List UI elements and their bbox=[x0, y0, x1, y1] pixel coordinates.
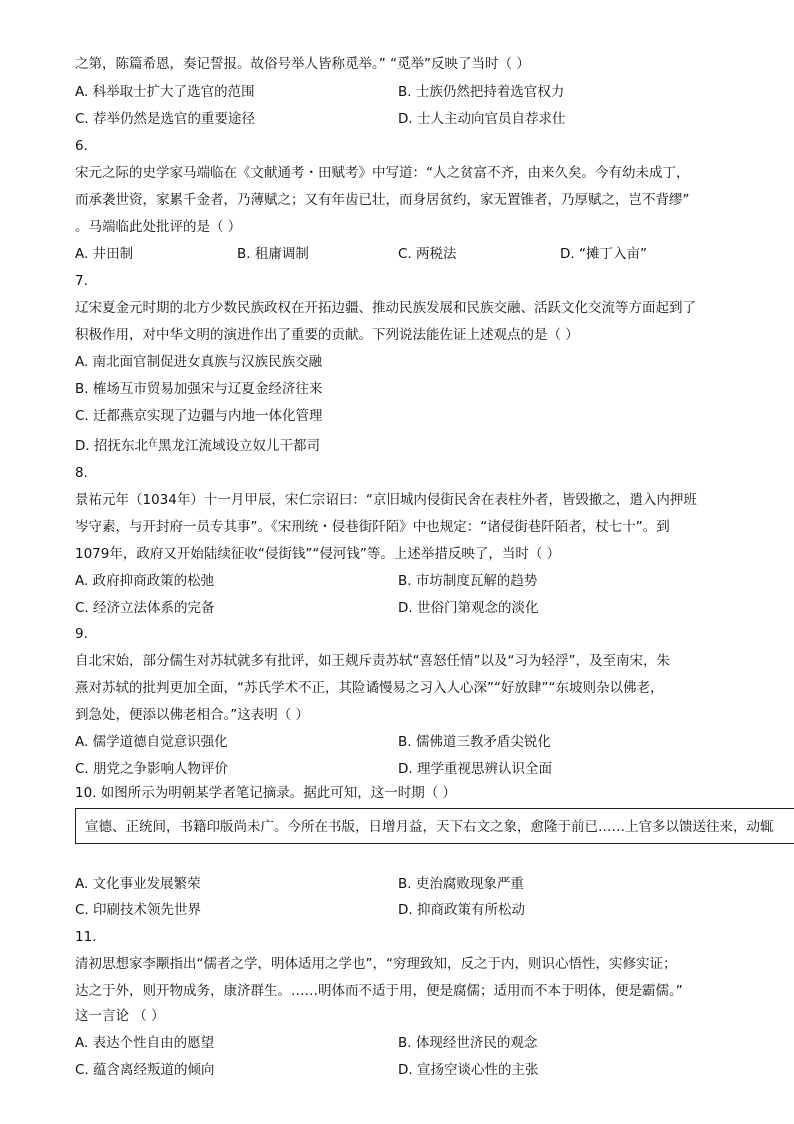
q9-option-c[interactable]: C. 朋党之争影响人物评价 bbox=[75, 761, 229, 777]
q9-stem-line-2: 熹对苏轼的批判更加全面，“苏氏学术不正，其险谲慢易之习入人心深”“好放肆”“东坡则杂以佛老， bbox=[75, 680, 664, 696]
q11-option-a[interactable]: A. 表达个性自由的愿望 bbox=[75, 1035, 215, 1051]
q6-option-a[interactable]: A. 井田制 bbox=[75, 246, 134, 262]
q9-stem-line-1: 自北宋始，部分儒生对苏轼就多有批评，如王觌斥责苏轼“喜怒任情”以及“习为轻浮”，及至南宋，朱 bbox=[75, 653, 670, 669]
q11-stem-line-2: 达之于外，则开物成务，康济群生。……明体而不适于用，便是腐儒；适用而不本于明体，便是霸儒。” bbox=[75, 983, 683, 999]
q11-option-b[interactable]: B. 体现经世济民的观念 bbox=[398, 1035, 538, 1051]
q11-option-c[interactable]: C. 蕴含离经叛道的倾向 bbox=[75, 1062, 215, 1078]
q8-stem-line-1: 景祐元年（1034年）十一月甲辰，宋仁宗诏曰：“京旧城内侵街民舍在表柱外者，皆毁撤之，遣入内押班 bbox=[75, 492, 697, 508]
q5-option-c[interactable]: C. 荐举仍然是选官的重要途径 bbox=[75, 111, 256, 127]
q8-stem-line-2: 岑守素，与开封府一员专其事”。《宋刑统・侵巷街阡陌》中也规定：“诸侵街巷阡陌者，杖七十”。到 bbox=[75, 519, 670, 535]
q8-option-b[interactable]: B. 市坊制度瓦解的趋势 bbox=[398, 573, 538, 589]
q7-option-d-post: 黑龙江流域设立奴儿干都司 bbox=[157, 438, 320, 454]
q7-option-c[interactable]: C. 迁都燕京实现了边疆与内地一体化管理 bbox=[75, 408, 323, 424]
q5-option-a[interactable]: A. 科举取士扩大了选官的范围 bbox=[75, 84, 255, 100]
q11-number: 11. bbox=[75, 929, 97, 945]
q10-option-d[interactable]: D. 抑商政策有所松动 bbox=[398, 902, 525, 918]
q6-stem-line-3: 。马端临此处批评的是（ ） bbox=[75, 219, 242, 235]
q5-stem-tail: 之第，陈篇希恩，奏记誓报。故俗号举人皆称觅举。” “觅举”反映了当时（ ） bbox=[75, 56, 530, 72]
q7-option-d[interactable] bbox=[75, 437, 320, 457]
q11-option-d[interactable]: D. 宣扬空谈心性的主张 bbox=[398, 1062, 539, 1078]
q7-number: 7. bbox=[75, 273, 88, 289]
q6-stem-line-2: 而承袭世资，家累千金者，乃薄赋之；又有年齿已壮，而身居贫约，家无置锥者，乃厚赋之，岂不背缪” bbox=[75, 192, 690, 208]
q10-option-c[interactable]: C. 印刷技术领先世界 bbox=[75, 902, 202, 918]
q7-option-d-note: 在 bbox=[147, 438, 158, 449]
q11-stem-line-1: 清初思想家李颙指出“儒者之学，明体适用之学也”，“穷理致知，反之于内，则识心悟性，实修实证； bbox=[75, 956, 677, 972]
q8-stem-line-3: 1079年，政府又开始陆续征收“侵街钱”“侵河钱”等。上述举措反映了，当时（ ） bbox=[75, 546, 561, 562]
q6-stem-line-1: 宋元之际的史学家马端临在《文献通考・田赋考》中写道：“人之贫富不齐，由来久矣。今有幼未成丁， bbox=[75, 165, 690, 181]
q7-option-d-pre: D. 招抚东北 bbox=[75, 438, 148, 454]
q6-number: 6. bbox=[75, 138, 88, 154]
q11-stem-line-3: 这一言论 （ ） bbox=[75, 1008, 165, 1024]
q10-option-a[interactable]: A. 文化事业发展繁荣 bbox=[75, 876, 201, 892]
q9-option-b[interactable]: B. 儒佛道三教矛盾尖锐化 bbox=[398, 734, 551, 750]
q7-stem-line-2: 积极作用，对中华文明的演进作出了重要的贡献。下列说法能佐证上述观点的是（ ） bbox=[75, 327, 579, 343]
q8-number: 8. bbox=[75, 465, 88, 481]
q5-option-d[interactable]: D. 士人主动向官员自荐求仕 bbox=[398, 111, 566, 127]
q9-stem-line-3: 到急处，便添以佛老相合。”这表明（ ） bbox=[75, 707, 310, 723]
q8-option-a[interactable]: A. 政府抑商政策的松弛 bbox=[75, 573, 215, 589]
q9-option-a[interactable]: A. 儒学道德自觉意识强化 bbox=[75, 734, 228, 750]
q6-option-b[interactable]: B. 租庸调制 bbox=[237, 246, 309, 262]
q10-option-b[interactable]: B. 吏治腐败现象严重 bbox=[398, 876, 524, 892]
q8-option-c[interactable]: C. 经济立法体系的完备 bbox=[75, 600, 215, 616]
q10-quote-box bbox=[75, 808, 794, 844]
q7-option-a[interactable]: A. 南北面官制促进女真族与汉族民族交融 bbox=[75, 354, 323, 370]
q7-stem-line-1: 辽宋夏金元时期的北方少数民族政权在开拓边疆、推动民族发展和民族交融、活跃文化交流等方面起到了 bbox=[75, 300, 696, 316]
q10-stem: 10. 如图所示为明朝某学者笔记摘录。据此可知，这一时期（ ） bbox=[75, 785, 457, 801]
q8-option-d[interactable]: D. 世俗门第观念的淡化 bbox=[398, 600, 539, 616]
q5-option-b[interactable]: B. 士族仍然把持着选官权力 bbox=[398, 84, 565, 100]
q9-option-d[interactable]: D. 理学重视思辨认识全面 bbox=[398, 761, 552, 777]
q6-option-d[interactable]: D. “摊丁入亩” bbox=[560, 246, 647, 262]
q9-number: 9. bbox=[75, 626, 88, 642]
q6-option-c[interactable]: C. 两税法 bbox=[398, 246, 457, 262]
q7-option-b[interactable]: B. 榷场互市贸易加强宋与辽夏金经济往来 bbox=[75, 381, 323, 397]
q10-quote-text: 宣德、正统间，书籍印版尚未广。今所在书版，日增月益，天下右文之象，愈隆于前已……上官多以馈送往来，动辄 bbox=[85, 819, 774, 835]
